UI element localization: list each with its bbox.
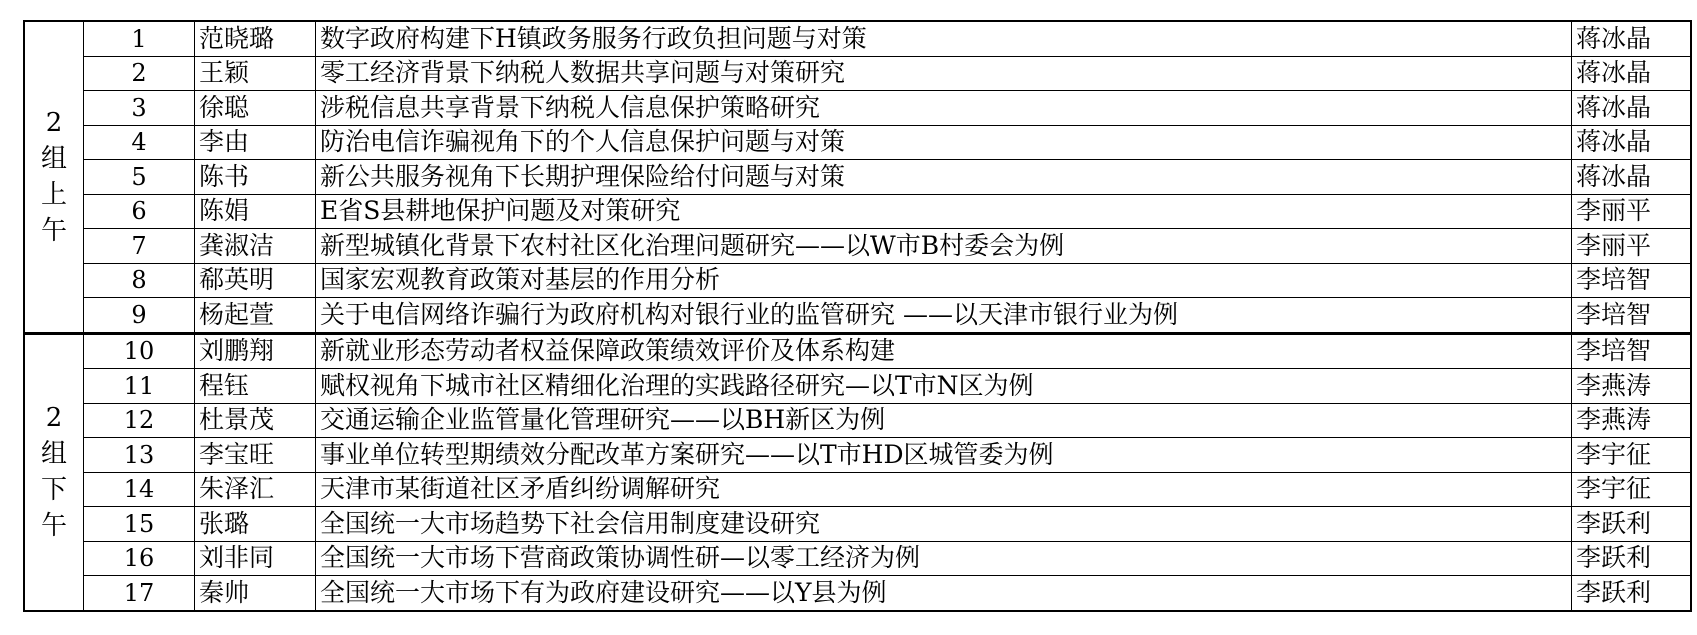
advisor-cell: 李跃利 <box>1572 576 1692 611</box>
student-name-cell: 徐聪 <box>195 91 316 126</box>
advisor-cell: 蒋冰晶 <box>1572 125 1692 160</box>
row-number-cell: 4 <box>84 125 195 160</box>
thesis-title-cell: 国家宏观教育政策对基层的作用分析 <box>316 263 1572 298</box>
row-number-cell: 8 <box>84 263 195 298</box>
thesis-title-cell: 全国统一大市场下有为政府建设研究——以Y县为例 <box>316 576 1572 611</box>
row-number-cell: 15 <box>84 507 195 542</box>
thesis-title-cell: 天津市某街道社区矛盾纠纷调解研究 <box>316 472 1572 507</box>
table-row <box>24 21 1691 56</box>
thesis-title-cell: 涉税信息共享背景下纳税人信息保护策略研究 <box>316 91 1572 126</box>
advisor-cell: 蒋冰晶 <box>1572 91 1692 126</box>
student-name-cell: 张璐 <box>195 507 316 542</box>
advisor-cell: 李培智 <box>1572 333 1692 369</box>
advisor-cell: 李跃利 <box>1572 541 1692 576</box>
student-name-cell: 陈书 <box>195 160 316 195</box>
advisor-cell: 李培智 <box>1572 263 1692 298</box>
table-row <box>24 403 1691 438</box>
student-name-cell: 秦帅 <box>195 576 316 611</box>
table-row <box>24 91 1691 126</box>
table-row <box>24 576 1691 611</box>
row-number-cell: 13 <box>84 438 195 473</box>
session-group-label: 2组上午 <box>40 107 67 246</box>
row-number-cell: 7 <box>84 229 195 264</box>
thesis-title-cell: 零工经济背景下纳税人数据共享问题与对策研究 <box>316 56 1572 91</box>
row-number-cell: 3 <box>84 91 195 126</box>
thesis-title-cell: 全国统一大市场趋势下社会信用制度建设研究 <box>316 507 1572 542</box>
row-number-cell: 10 <box>84 333 195 369</box>
session-group-cell <box>24 333 84 611</box>
student-name-cell: 朱泽汇 <box>195 472 316 507</box>
advisor-cell: 李宇征 <box>1572 438 1692 473</box>
table-row <box>24 160 1691 195</box>
advisor-cell: 李跃利 <box>1572 507 1692 542</box>
advisor-cell: 李宇征 <box>1572 472 1692 507</box>
thesis-title-cell: 全国统一大市场下营商政策协调性研—以零工经济为例 <box>316 541 1572 576</box>
row-number-cell: 14 <box>84 472 195 507</box>
thesis-title-cell: 新就业形态劳动者权益保障政策绩效评价及体系构建 <box>316 333 1572 369</box>
thesis-title-cell: 交通运输企业监管量化管理研究——以BH新区为例 <box>316 403 1572 438</box>
table-row <box>24 125 1691 160</box>
student-name-cell: 龚淑洁 <box>195 229 316 264</box>
table-row <box>24 472 1691 507</box>
session-group-label: 2组下午 <box>40 403 67 541</box>
row-number-cell: 16 <box>84 541 195 576</box>
table-row <box>24 541 1691 576</box>
table-row <box>24 56 1691 91</box>
thesis-title-cell: 事业单位转型期绩效分配改革方案研究——以T市HD区城管委为例 <box>316 438 1572 473</box>
student-name-cell: 郗英明 <box>195 263 316 298</box>
defense-schedule-table <box>23 20 1692 612</box>
advisor-cell: 李培智 <box>1572 298 1692 334</box>
student-name-cell: 陈娟 <box>195 194 316 229</box>
thesis-title-cell: 新型城镇化背景下农村社区化治理问题研究——以W市B村委会为例 <box>316 229 1572 264</box>
table-row <box>24 194 1691 229</box>
advisor-cell: 蒋冰晶 <box>1572 56 1692 91</box>
advisor-cell: 李丽平 <box>1572 229 1692 264</box>
advisor-cell: 李燕涛 <box>1572 403 1692 438</box>
table-row <box>24 438 1691 473</box>
schedule-table-body <box>24 21 1691 611</box>
row-number-cell: 5 <box>84 160 195 195</box>
table-row <box>24 369 1691 404</box>
thesis-title-cell: 新公共服务视角下长期护理保险给付问题与对策 <box>316 160 1572 195</box>
row-number-cell: 11 <box>84 369 195 404</box>
advisor-cell: 蒋冰晶 <box>1572 160 1692 195</box>
advisor-cell: 李燕涛 <box>1572 369 1692 404</box>
student-name-cell: 王颖 <box>195 56 316 91</box>
student-name-cell: 刘鹏翔 <box>195 333 316 369</box>
thesis-title-cell: E省S县耕地保护问题及对策研究 <box>316 194 1572 229</box>
table-row <box>24 298 1691 334</box>
table-row <box>24 263 1691 298</box>
row-number-cell: 9 <box>84 298 195 334</box>
row-number-cell: 12 <box>84 403 195 438</box>
thesis-title-cell: 数字政府构建下H镇政务服务行政负担问题与对策 <box>316 21 1572 56</box>
row-number-cell: 6 <box>84 194 195 229</box>
row-number-cell: 1 <box>84 21 195 56</box>
advisor-cell: 李丽平 <box>1572 194 1692 229</box>
student-name-cell: 杜景茂 <box>195 403 316 438</box>
thesis-title-cell: 防治电信诈骗视角下的个人信息保护问题与对策 <box>316 125 1572 160</box>
student-name-cell: 范晓璐 <box>195 21 316 56</box>
student-name-cell: 刘非同 <box>195 541 316 576</box>
row-number-cell: 2 <box>84 56 195 91</box>
table-row <box>24 507 1691 542</box>
table-row <box>24 229 1691 264</box>
student-name-cell: 程钰 <box>195 369 316 404</box>
thesis-title-cell: 赋权视角下城市社区精细化治理的实践路径研究—以T市N区为例 <box>316 369 1572 404</box>
student-name-cell: 杨起萱 <box>195 298 316 334</box>
thesis-title-cell: 关于电信网络诈骗行为政府机构对银行业的监管研究 ——以天津市银行业为例 <box>316 298 1572 334</box>
row-number-cell: 17 <box>84 576 195 611</box>
session-group-cell <box>24 21 84 333</box>
table-row <box>24 333 1691 369</box>
advisor-cell: 蒋冰晶 <box>1572 21 1692 56</box>
student-name-cell: 李宝旺 <box>195 438 316 473</box>
student-name-cell: 李由 <box>195 125 316 160</box>
